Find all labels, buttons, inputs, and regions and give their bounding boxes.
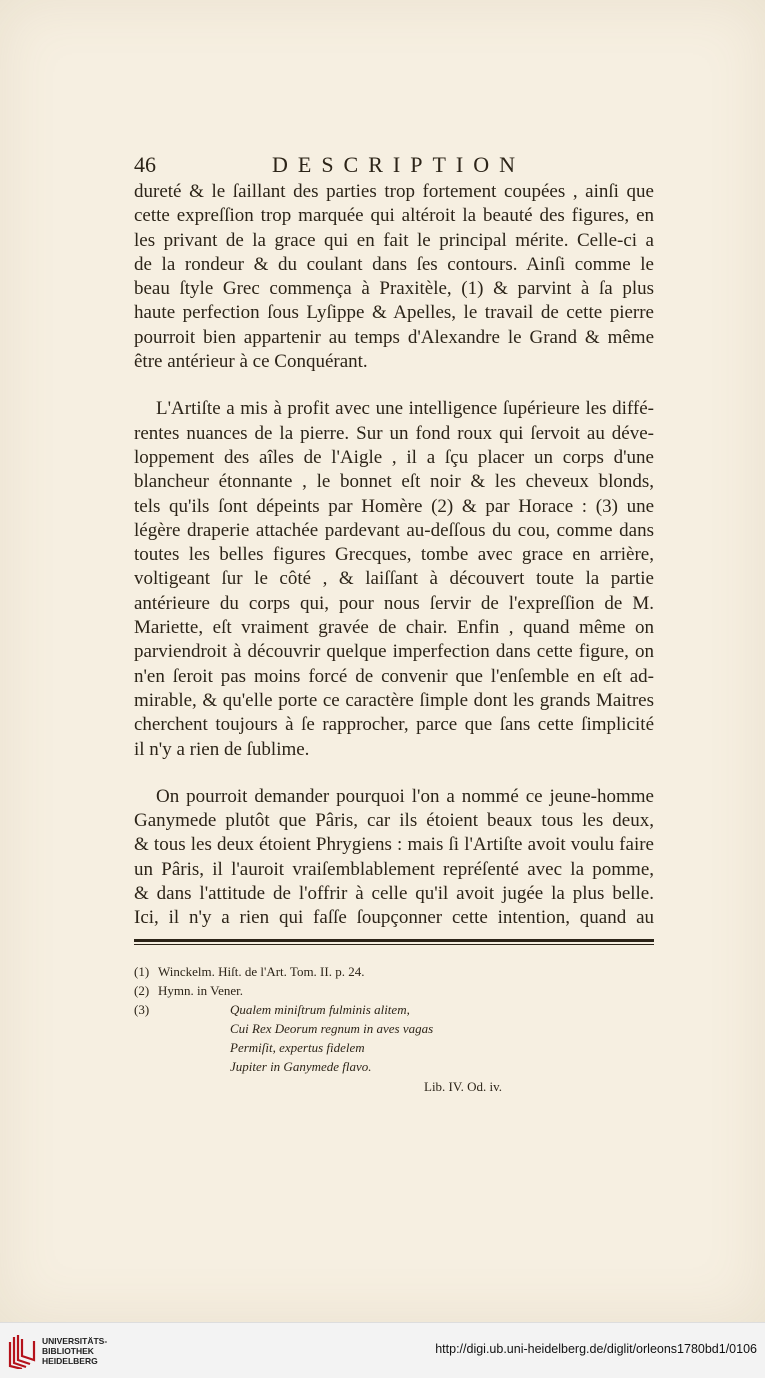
text-line: légère draperie attachée pardevant au-deſſous du cou, comme dans xyxy=(134,519,654,541)
quote-line: Jupiter in Ganymede flavo. xyxy=(230,1059,372,1074)
body-text xyxy=(134,180,654,931)
text-line: blancheur étonnante , le bonnet eſt noir & les cheveux blonds, xyxy=(134,471,654,493)
permalink-url[interactable]: http://digi.ub.uni-heidelberg.de/diglit/orleons1780bd1/0106 xyxy=(435,1342,757,1356)
text-line: dureté & le ſaillant des parties trop fortement coupées , ainſi que xyxy=(134,181,654,202)
quote-line: Qualem miniſtrum fulminis alitem, xyxy=(230,1002,410,1017)
quote-line-row xyxy=(134,1038,654,1057)
text-line: On pourroit demander pourquoi l'on a nommé ce jeune-homme xyxy=(156,785,654,807)
footnote-mark: (2) xyxy=(134,983,150,998)
paragraph-3 xyxy=(134,785,654,931)
paragraph-2 xyxy=(134,397,654,761)
page-number: 46 xyxy=(134,152,156,177)
text-line: loppement des aîles de l'Aigle , il a ſçu placer un corps d'une xyxy=(134,446,654,468)
text-line: tels qu'ils ſont dépeints par Homère (2) & par Horace : (3) une xyxy=(134,495,654,517)
text-line: n'en ſeroit pas moins forcé de convenir que l'enſemble en eſt ad- xyxy=(134,665,654,687)
viewer-footer xyxy=(0,1322,765,1378)
quote-line: Cui Rex Deorum regnum in aves vagas xyxy=(230,1021,434,1036)
text-line: parviendroit à découvrir quelque imperfection dans cette figure, on xyxy=(134,641,654,663)
page-header xyxy=(134,152,654,182)
text-line: Ici, il n'y a rien qui faſſe ſoupçonner cette intention, quand au xyxy=(134,907,654,929)
text-line: mirable, & qu'elle porte ce caractère ſimple dont les grands Maitres xyxy=(134,689,654,711)
text-line: il n'y a rien de ſublime. xyxy=(134,738,310,760)
footnote-text: Winckelm. Hiſt. de l'Art. Tom. II. p. 24. xyxy=(158,964,365,979)
text-line: & dans l'attitude de l'offrir à celle qu'il avoit jugée la plus belle. xyxy=(134,883,654,905)
quote-citation-row xyxy=(134,1076,654,1098)
text-line: voltigeant ſur le côté , & laiſſant à découvert toute la partie xyxy=(134,568,654,590)
quote-line-row xyxy=(134,1057,654,1076)
footnote-mark: (3) xyxy=(134,1002,150,1017)
text-line: être antérieur à ce Conquérant. xyxy=(134,351,368,373)
library-logo-text: UNIVERSITÄTS- BIBLIOTHEK HEIDELBERG xyxy=(42,1336,108,1366)
quote-citation: Lib. IV. Od. iv. xyxy=(424,1079,502,1094)
footnote-2 xyxy=(134,981,654,1000)
text-line: pourroit bien appartenir au temps d'Alexandre le Grand & même xyxy=(134,326,654,348)
text-line: rentes nuances de la pierre. Sur un fond roux qui ſervoit au déve- xyxy=(134,422,654,444)
text-line: cette expreſſion trop marquée qui altéroit la beauté des figures, en xyxy=(134,205,654,227)
text-line: beau ſtyle Grec commença à Praxitèle, (1) & parvint à ſa plus xyxy=(134,278,654,300)
text-line: Mariette, eſt vraiment gravée de chair. Enfin , quand même on xyxy=(134,617,654,639)
text-line: toutes les belles figures Grecques, tombe avec grace en arrière, xyxy=(134,544,654,566)
footnotes xyxy=(134,962,654,1098)
text-line: antérieure du corps qui, pour nous ſervir de l'expreſſion de M. xyxy=(134,592,654,614)
text-line: & tous les deux étoient Phrygiens : mais ſi l'Artiſte avoit voulu faire xyxy=(134,834,654,856)
text-line: un Pâris, il l'auroit vraiſemblablement repréſenté avec la pomme, xyxy=(134,858,654,880)
paragraph-1 xyxy=(134,180,654,374)
text-line: L'Artiſte a mis à profit avec une intelligence ſupérieure les diffé- xyxy=(156,398,654,420)
library-logo-icon[interactable] xyxy=(8,1333,38,1369)
footnote-divider xyxy=(134,939,654,942)
text-line: les privant de la grace qui en fait le principal mérite. Celle-ci a xyxy=(134,229,654,251)
text-line: cherchent toujours à ſe rapprocher, parce que ſans cette ſimplicité xyxy=(134,714,654,736)
text-line: Ganymede plutôt que Pâris, car ils étoient beaux tous les deux, xyxy=(134,810,654,832)
quote-line-row xyxy=(134,1019,654,1038)
quote-line: Permiſit, expertus fidelem xyxy=(230,1040,365,1055)
text-line: de la rondeur & du coulant dans ſes contours. Ainſi comme le xyxy=(134,253,654,275)
footnote-text: Hymn. in Vener. xyxy=(158,983,243,998)
text-line: haute perfection ſous Lyſippe & Apelles, le travail de cette pierre xyxy=(134,302,654,324)
footnote-mark: (1) xyxy=(134,964,150,979)
footnote-3 xyxy=(134,1000,654,1019)
footnote-1 xyxy=(134,962,654,981)
running-title: DESCRIPTION xyxy=(272,152,526,177)
